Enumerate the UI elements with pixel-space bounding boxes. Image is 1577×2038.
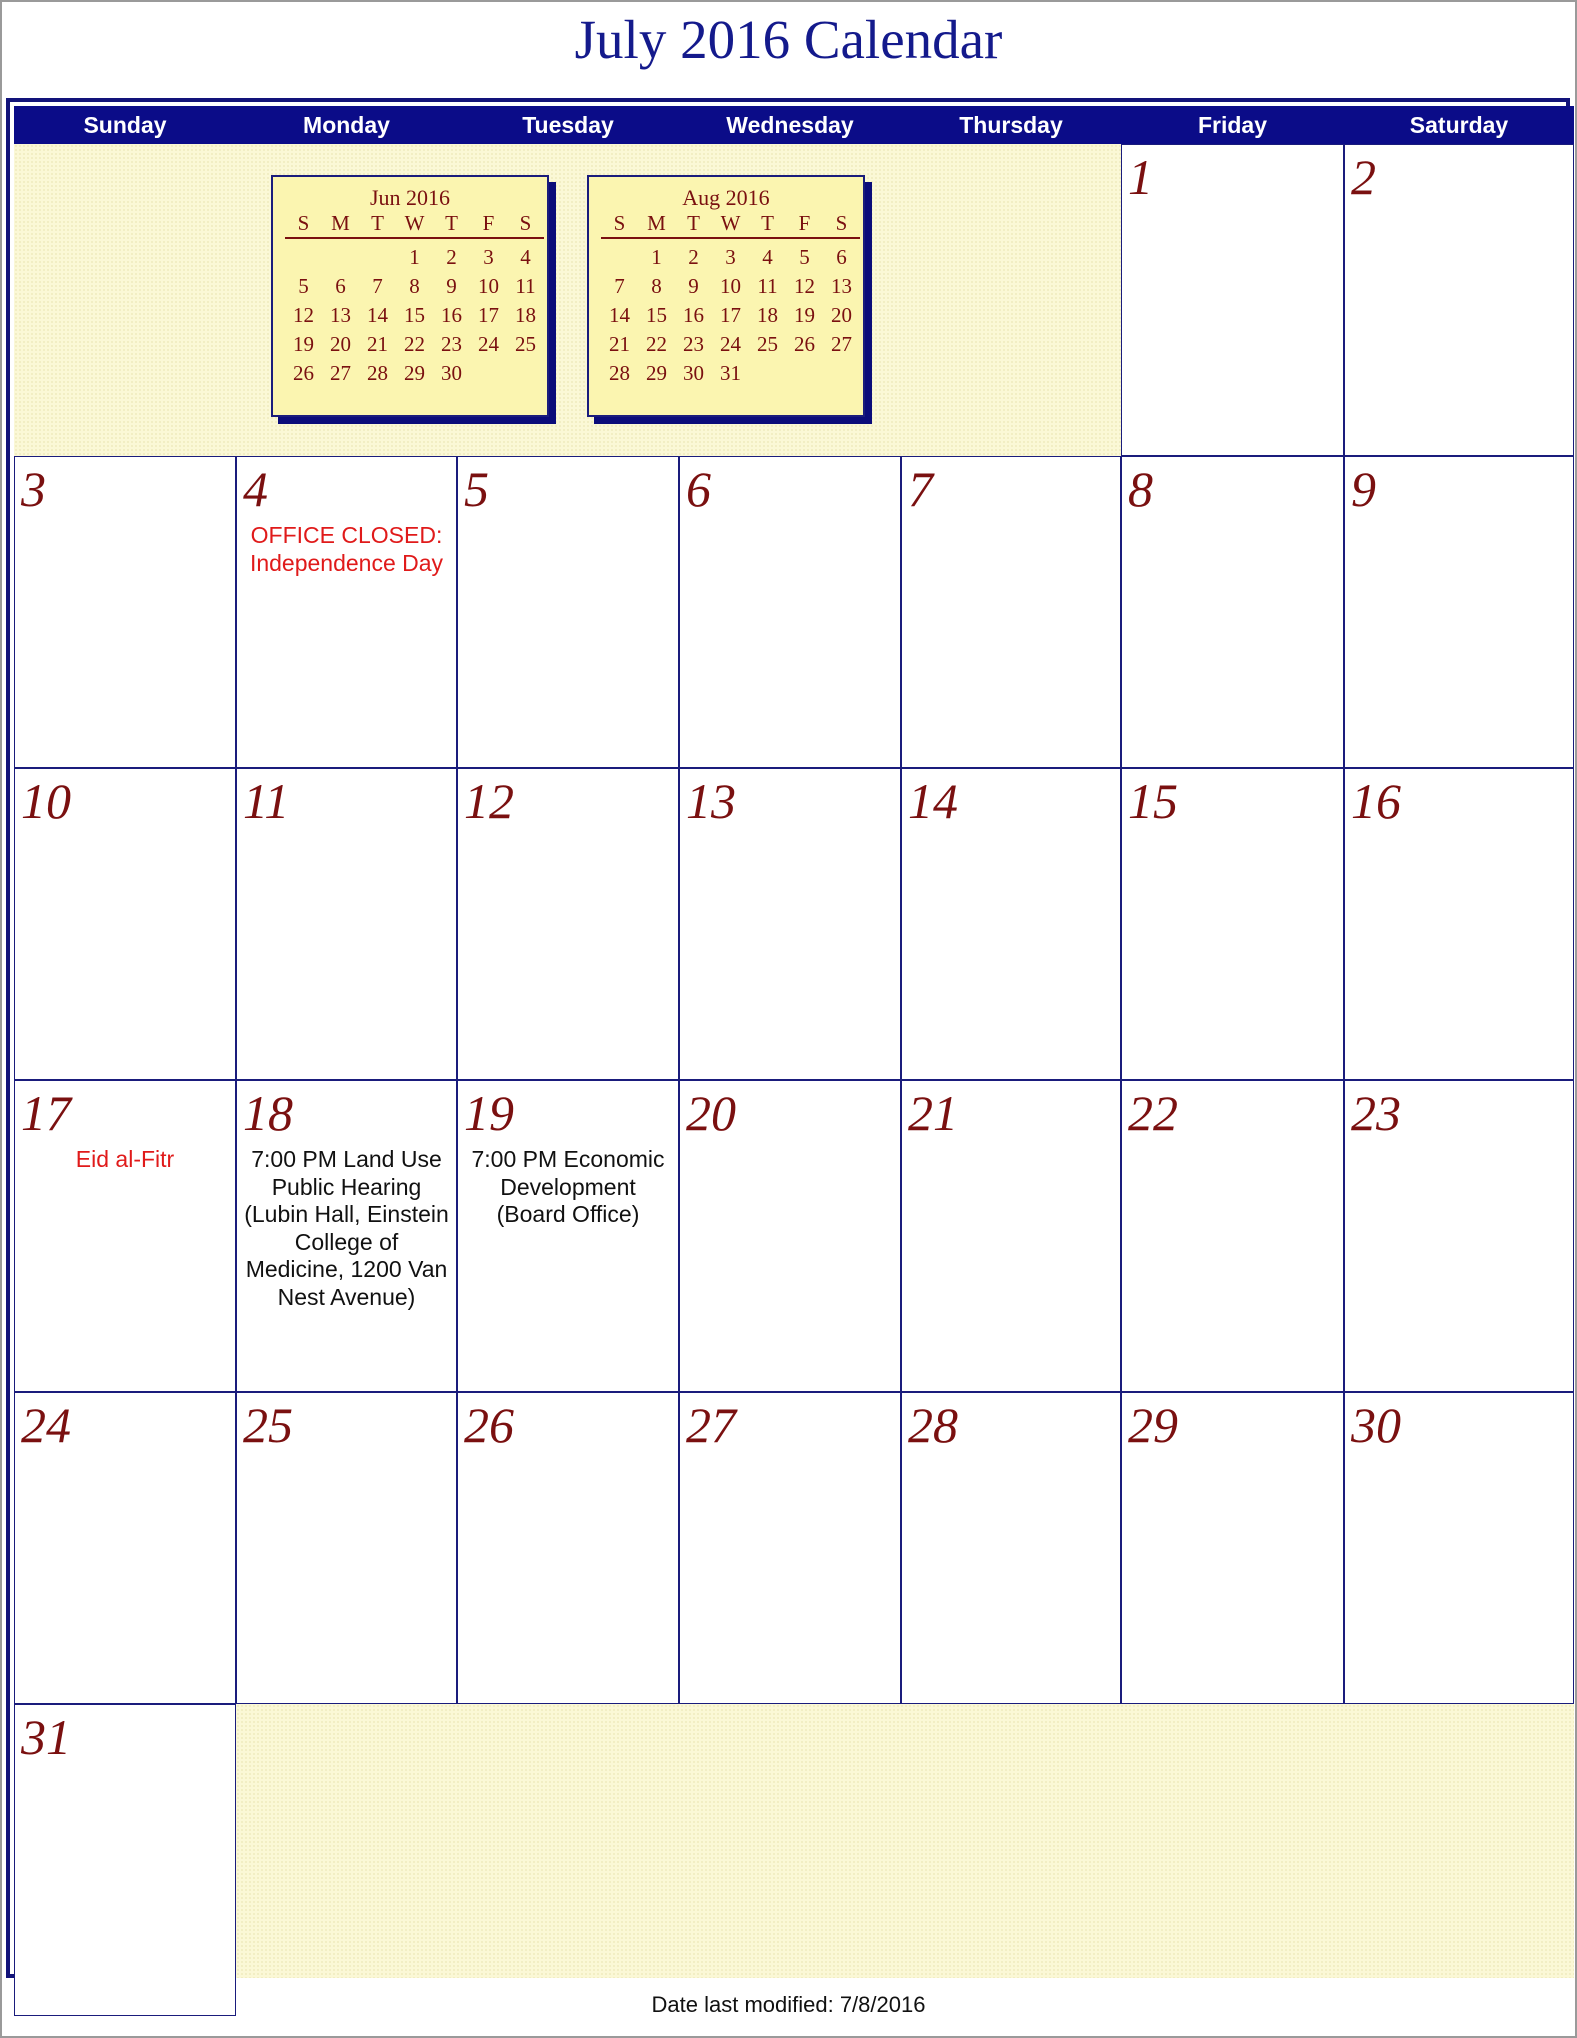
mini-day: 4 xyxy=(762,245,773,269)
mini-calendar-jun-2016 xyxy=(271,175,549,417)
mini-weekday-label: F xyxy=(798,211,811,235)
mini-day: 8 xyxy=(409,274,420,298)
mini-day: 29 xyxy=(646,361,667,385)
mini-weekday-label: T xyxy=(445,211,458,235)
mini-empty-day xyxy=(285,243,322,272)
day-cell-4[interactable] xyxy=(236,456,457,768)
mini-day: 13 xyxy=(330,303,351,327)
mini-day: 6 xyxy=(836,245,847,269)
mini-day: 20 xyxy=(330,332,351,356)
mini-weekday-label: M xyxy=(647,211,666,235)
mini-day: 26 xyxy=(293,361,314,385)
mini-weekday-label: T xyxy=(687,211,700,235)
mini-day: 30 xyxy=(683,361,704,385)
mini-day: 5 xyxy=(799,245,810,269)
mini-day: 19 xyxy=(794,303,815,327)
day-cell-16[interactable] xyxy=(1344,768,1574,1080)
day-cell-2[interactable] xyxy=(1344,144,1574,456)
mini-day: 3 xyxy=(483,245,494,269)
mini-day: 25 xyxy=(757,332,778,356)
mini-empty-day xyxy=(359,243,396,272)
mini-day: 21 xyxy=(367,332,388,356)
mini-day: 25 xyxy=(515,332,536,356)
mini-day: 27 xyxy=(831,332,852,356)
day-cell-13[interactable] xyxy=(679,768,901,1080)
mini-day: 9 xyxy=(446,274,457,298)
mini-day: 23 xyxy=(683,332,704,356)
mini-day: 16 xyxy=(683,303,704,327)
day-number: 7 xyxy=(908,461,933,517)
day-number: 12 xyxy=(464,773,514,829)
mini-empty-day xyxy=(601,243,638,272)
mini-day: 13 xyxy=(831,274,852,298)
mini-day: 3 xyxy=(725,245,736,269)
day-number: 4 xyxy=(243,461,268,517)
weekday-header-friday: Friday xyxy=(1121,106,1344,144)
day-number: 10 xyxy=(21,773,71,829)
mini-day: 11 xyxy=(757,274,778,298)
day-number: 13 xyxy=(686,773,736,829)
mini-day: 29 xyxy=(404,361,425,385)
blank-area-top xyxy=(14,144,1121,456)
mini-day: 2 xyxy=(446,245,457,269)
mini-weekday-label: S xyxy=(835,211,848,235)
day-number: 16 xyxy=(1351,773,1401,829)
day-cell-27[interactable] xyxy=(679,1392,901,1704)
mini-calendar-grid xyxy=(601,211,860,388)
mini-calendar-title: Jun 2016 xyxy=(369,185,451,210)
mini-day: 28 xyxy=(367,361,388,385)
day-number: 1 xyxy=(1128,149,1153,205)
mini-day: 6 xyxy=(335,274,346,298)
mini-day: 12 xyxy=(794,274,815,298)
day-number: 11 xyxy=(243,773,290,829)
mini-weekday-label: T xyxy=(761,211,774,235)
mini-empty-day xyxy=(322,243,359,272)
mini-day: 15 xyxy=(404,303,425,327)
weekday-header-tuesday: Tuesday xyxy=(457,106,679,144)
day-cell-1[interactable] xyxy=(1121,144,1344,456)
mini-calendar-aug-2016 xyxy=(587,175,865,417)
day-number: 25 xyxy=(243,1397,293,1453)
day-number: 28 xyxy=(908,1397,958,1453)
mini-day: 9 xyxy=(688,274,699,298)
mini-day: 10 xyxy=(478,274,499,298)
day-number: 19 xyxy=(464,1085,514,1141)
weekday-header-monday: Monday xyxy=(236,106,457,144)
mini-day: 12 xyxy=(293,303,314,327)
mini-day: 26 xyxy=(794,332,815,356)
day-cell-8[interactable] xyxy=(1121,456,1344,768)
day-number: 15 xyxy=(1128,773,1178,829)
day-number: 5 xyxy=(464,461,489,517)
weekday-header-thursday: Thursday xyxy=(901,106,1121,144)
mini-day: 14 xyxy=(609,303,630,327)
mini-weekday-label: F xyxy=(482,211,495,235)
mini-day: 17 xyxy=(478,303,499,327)
mini-divider xyxy=(285,237,544,239)
mini-day: 19 xyxy=(293,332,314,356)
day-cell-7[interactable] xyxy=(901,456,1121,768)
event-text[interactable]: Eid al-Fitr xyxy=(75,1146,175,1172)
mini-day: 24 xyxy=(478,332,499,356)
day-cell-6[interactable] xyxy=(679,456,901,768)
mini-day: 20 xyxy=(831,303,852,327)
day-number: 31 xyxy=(21,1709,71,1765)
mini-day: 14 xyxy=(367,303,388,327)
day-cell-21[interactable] xyxy=(901,1080,1121,1392)
weekday-header-sunday: Sunday xyxy=(14,106,236,144)
day-cell-12[interactable] xyxy=(457,768,679,1080)
day-cell-24[interactable] xyxy=(14,1392,236,1704)
day-number: 3 xyxy=(21,461,46,517)
blank-area-bottom xyxy=(236,1704,1574,1978)
mini-weekday-label: W xyxy=(404,211,425,235)
mini-day: 31 xyxy=(720,361,741,385)
day-number: 9 xyxy=(1351,461,1376,517)
day-cell-28[interactable] xyxy=(901,1392,1121,1704)
mini-weekday-label: S xyxy=(519,211,532,235)
day-cell-23[interactable] xyxy=(1344,1080,1574,1392)
event-text[interactable]: 7:00 PM Land Use Public Hearing (Lubin Hall, Einstein College of Medicine, 1200 Van Nest Avenue) xyxy=(244,1146,449,1310)
day-cell-15[interactable] xyxy=(1121,768,1344,1080)
day-cell-22[interactable] xyxy=(1121,1080,1344,1392)
day-cell-5[interactable] xyxy=(457,456,679,768)
mini-calendar-grid xyxy=(285,211,544,388)
day-cell-14[interactable] xyxy=(901,768,1121,1080)
day-cell-17[interactable] xyxy=(14,1080,236,1392)
mini-day: 23 xyxy=(441,332,462,356)
mini-day: 22 xyxy=(404,332,425,356)
event-text[interactable]: 7:00 PM Economic Development (Board Office) xyxy=(471,1146,665,1227)
day-cell-20[interactable] xyxy=(679,1080,901,1392)
page-title: July 2016 Calendar xyxy=(574,9,1003,70)
day-cell-29[interactable] xyxy=(1121,1392,1344,1704)
mini-day: 1 xyxy=(651,245,662,269)
day-number: 30 xyxy=(1351,1397,1401,1453)
mini-day: 16 xyxy=(441,303,462,327)
day-cell-26[interactable] xyxy=(457,1392,679,1704)
day-number: 21 xyxy=(908,1085,958,1141)
day-number: 2 xyxy=(1351,149,1376,205)
mini-day: 1 xyxy=(409,245,420,269)
calendar-frame xyxy=(6,98,1570,1978)
mini-day: 4 xyxy=(520,245,531,269)
day-cell-9[interactable] xyxy=(1344,456,1574,768)
mini-weekday-label: T xyxy=(371,211,384,235)
mini-day: 22 xyxy=(646,332,667,356)
mini-day: 7 xyxy=(372,274,383,298)
day-number: 22 xyxy=(1128,1085,1178,1141)
mini-day: 30 xyxy=(441,361,462,385)
day-number: 6 xyxy=(686,461,711,517)
day-number: 24 xyxy=(21,1397,71,1453)
day-number: 26 xyxy=(464,1397,514,1453)
mini-weekday-label: S xyxy=(297,211,310,235)
mini-day: 21 xyxy=(609,332,630,356)
day-cell-11[interactable] xyxy=(236,768,457,1080)
day-cell-25[interactable] xyxy=(236,1392,457,1704)
day-number: 8 xyxy=(1128,461,1153,517)
mini-day: 27 xyxy=(330,361,351,385)
mini-weekday-label: S xyxy=(613,211,626,235)
day-number: 20 xyxy=(686,1085,736,1141)
day-number: 27 xyxy=(686,1397,736,1453)
day-cell-10[interactable] xyxy=(14,768,236,1080)
weekday-header-wednesday: Wednesday xyxy=(679,106,901,144)
day-number: 23 xyxy=(1351,1085,1401,1141)
mini-day: 18 xyxy=(515,303,536,327)
mini-weekday-label: M xyxy=(331,211,350,235)
mini-weekday-label: W xyxy=(720,211,741,235)
mini-day: 2 xyxy=(688,245,699,269)
mini-calendar-title: Aug 2016 xyxy=(682,185,770,210)
mini-day: 17 xyxy=(720,303,741,327)
day-cell-18[interactable] xyxy=(236,1080,457,1392)
mini-day: 28 xyxy=(609,361,630,385)
day-cell-31[interactable] xyxy=(14,1704,236,2016)
mini-day: 8 xyxy=(651,274,662,298)
day-number: 14 xyxy=(908,773,958,829)
mini-day: 15 xyxy=(646,303,667,327)
calendar-grid xyxy=(14,106,1577,1978)
day-number: 29 xyxy=(1128,1397,1178,1453)
day-number: 18 xyxy=(243,1085,293,1141)
mini-day: 18 xyxy=(757,303,778,327)
weekday-header-saturday: Saturday xyxy=(1344,106,1574,144)
mini-day: 7 xyxy=(614,274,625,298)
day-cell-30[interactable] xyxy=(1344,1392,1574,1704)
event-text[interactable]: OFFICE CLOSED: Independence Day xyxy=(249,522,444,576)
mini-day: 10 xyxy=(720,274,741,298)
mini-day: 11 xyxy=(515,274,536,298)
day-cell-19[interactable] xyxy=(457,1080,679,1392)
day-number: 17 xyxy=(21,1085,71,1141)
mini-divider xyxy=(601,237,860,239)
mini-day: 24 xyxy=(720,332,741,356)
day-cell-3[interactable] xyxy=(14,456,236,768)
mini-day: 5 xyxy=(298,274,309,298)
last-modified-text: Date last modified: 7/8/2016 xyxy=(651,1992,926,2017)
